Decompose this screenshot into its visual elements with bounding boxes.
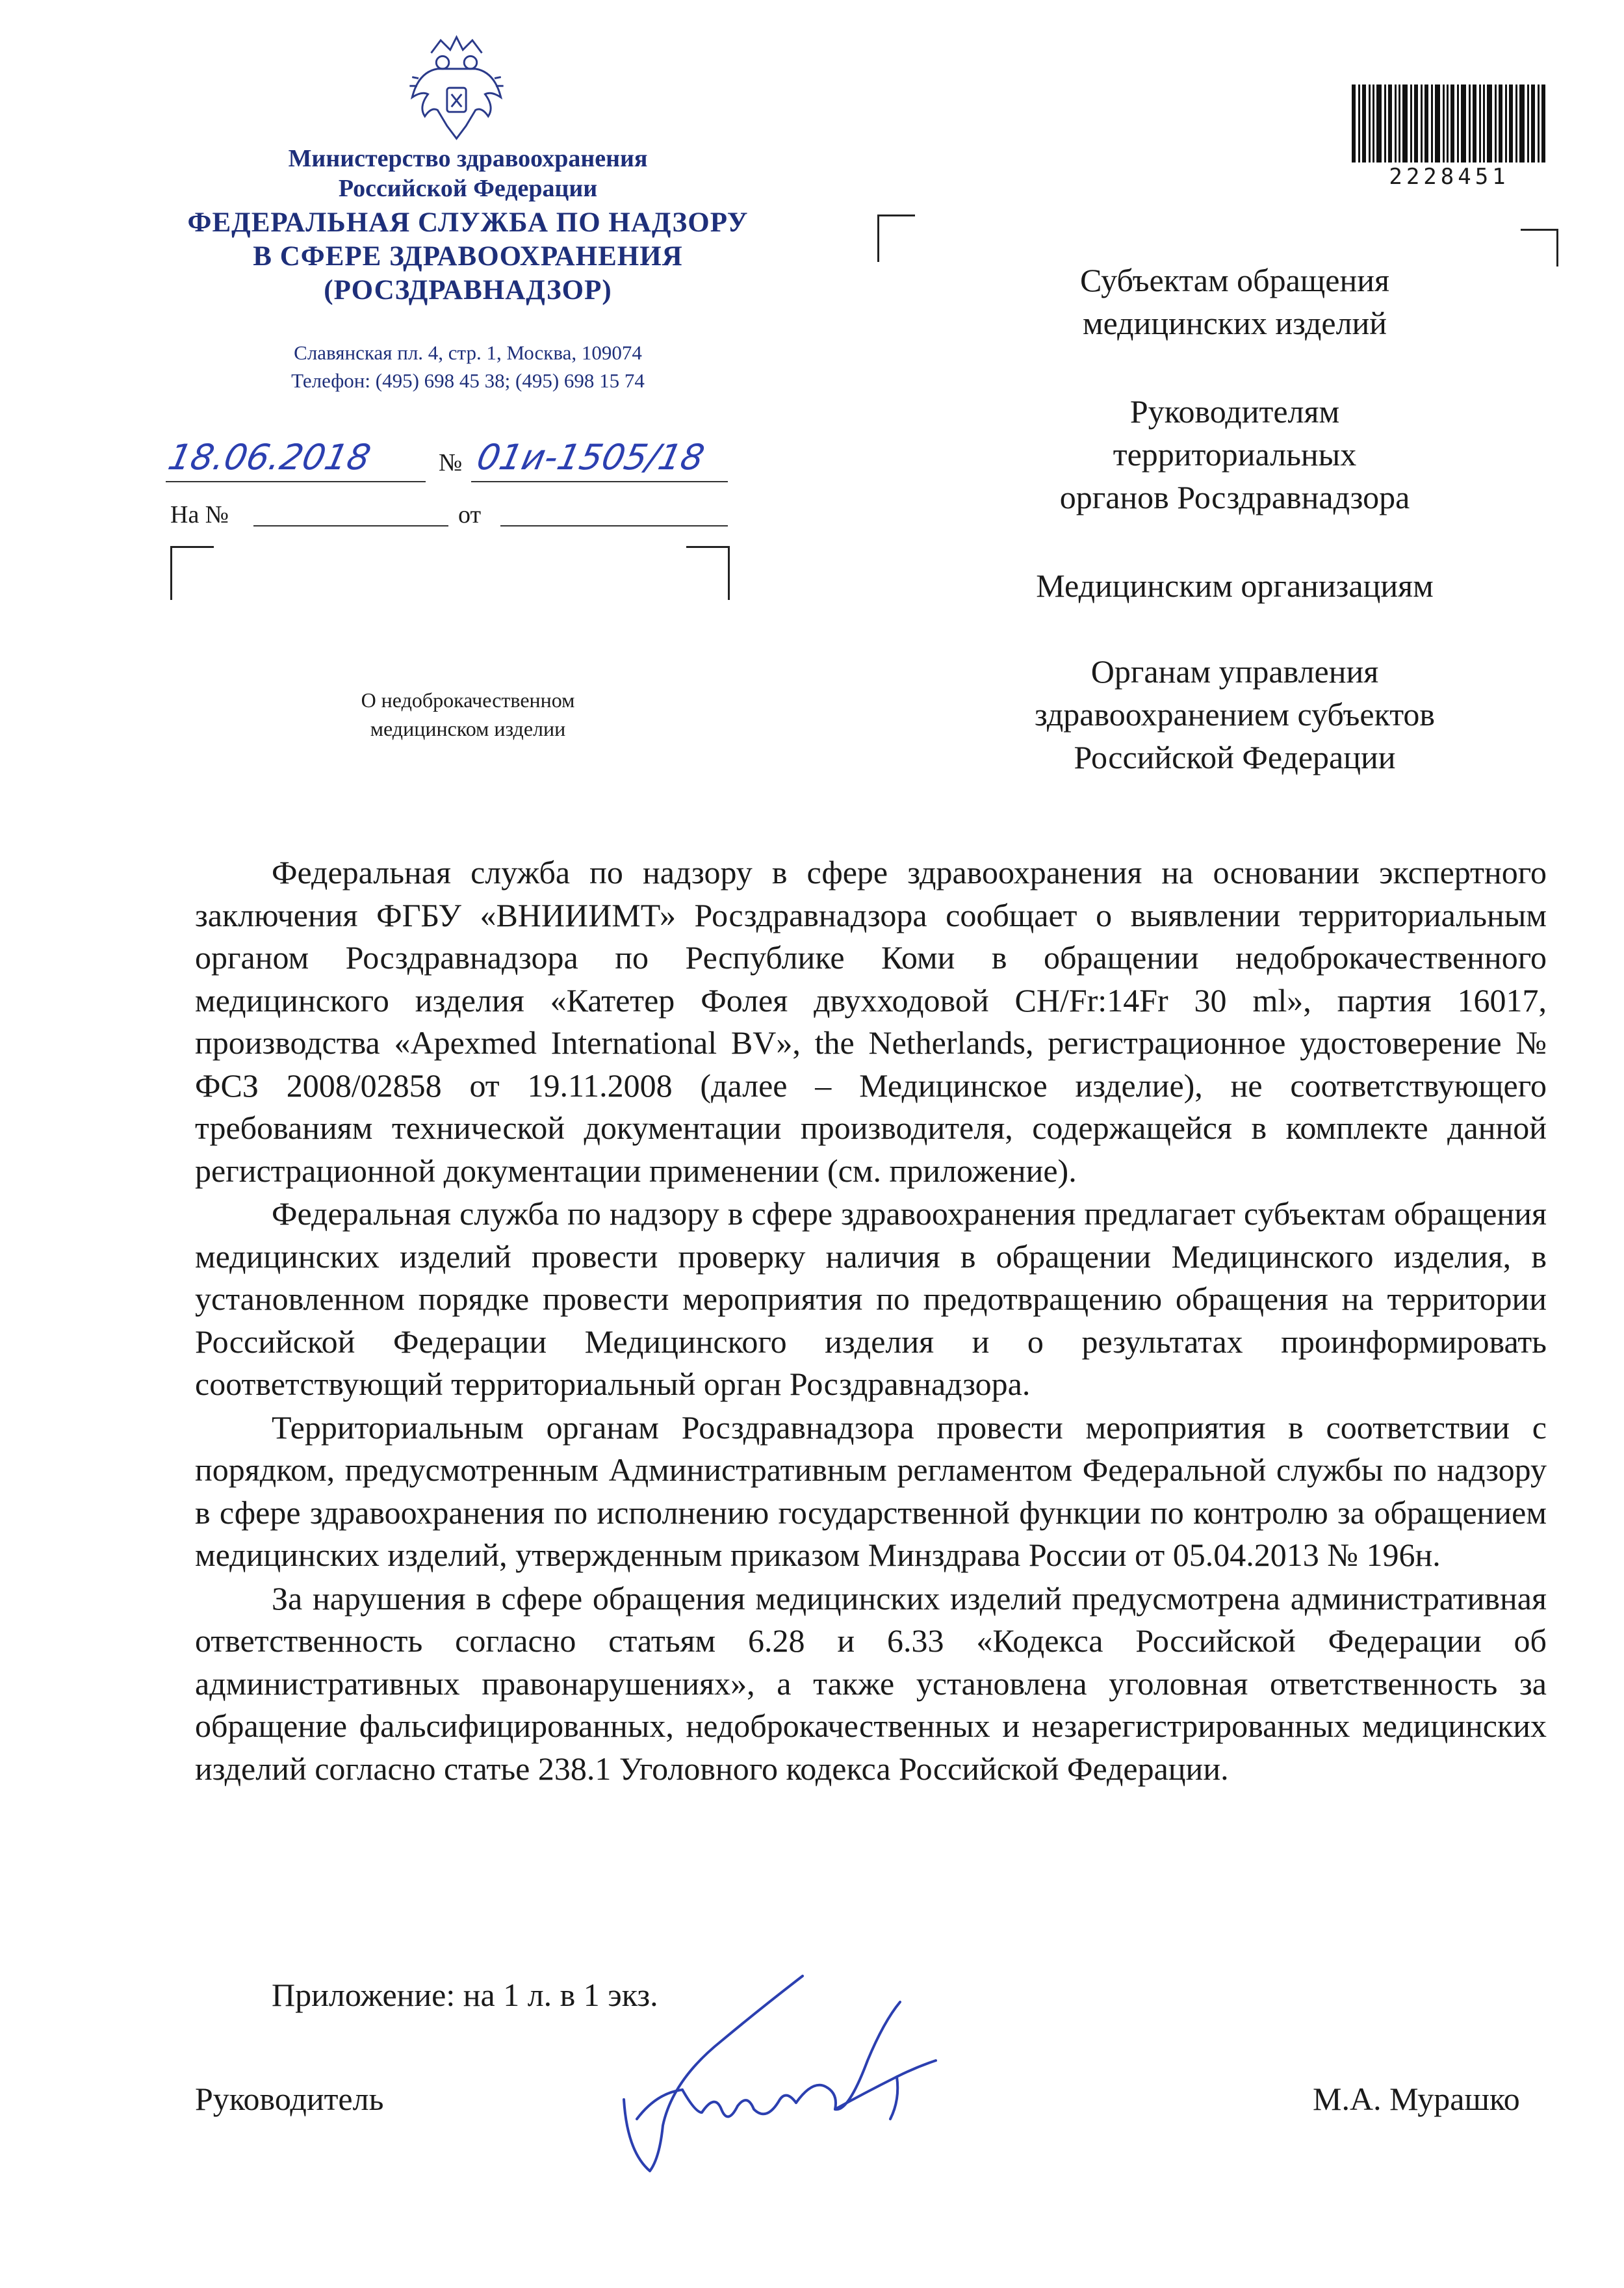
service-name-line3: (РОСЗДРАВНАДЗОР) [324, 275, 612, 306]
service-name-line2: В СФЕРЕ ЗДРАВООХРАНЕНИЯ [253, 241, 683, 272]
attachment-note: Приложение: на 1 л. в 1 экз. [272, 1977, 658, 2013]
addressee-block-2 [936, 390, 1534, 519]
service-name-line1: ФЕДЕРАЛЬНАЯ СЛУЖБА ПО НАДЗОРУ [187, 207, 749, 238]
body-paragraph-3: Территориальным органам Росздравнадзора провести мероприятия в соответствии с порядком, предусмотренным Административным регламентом Федеральной службы по надзору в сфере здравоохранения по исполнению государственной функции по контролю за обращением медицинских изделий, утвержденным приказом Минздрава России от 05.04.2013 № 196н. [195, 1409, 1547, 1573]
registration-number: 01и-1505/18 [473, 437, 708, 478]
coat-of-arms-icon [393, 26, 520, 156]
addressee-line: Российской Федерации [1074, 739, 1396, 775]
addressee-line: Субъектам обращения [1080, 262, 1389, 298]
ministry-name-line2: Российской Федерации [338, 175, 598, 202]
reply-to-date-blank [500, 525, 728, 526]
date-underline [166, 481, 426, 482]
addressee-line: Руководителям [1129, 393, 1340, 430]
letter-body [195, 852, 1547, 1791]
letter-subject [305, 686, 630, 743]
addressee-line: территориальных [1113, 436, 1357, 473]
subject-line2: медицинском изделии [370, 717, 566, 740]
signer-position: Руководитель [195, 2081, 384, 2117]
addressee-line: медицинских изделий [1082, 305, 1387, 341]
letterhead-address: Славянская пл. 4, стр. 1, Москва, 109074 [294, 341, 642, 364]
number-underline [471, 481, 728, 482]
addressee-line: Органам управления [1090, 653, 1379, 690]
addressee-line: Медицинским организациям [1036, 567, 1434, 604]
subject-line1: О недоброкачественном [361, 688, 575, 712]
barcode-number: 2228451 [1389, 164, 1510, 190]
ministry-name-line1: Министерство здравоохранения [288, 145, 648, 172]
registration-date: 18.06.2018 [164, 437, 374, 478]
reply-to-number-label: На № [170, 501, 229, 528]
addressee-corner-left [877, 214, 915, 262]
addressee-block-3 [936, 564, 1534, 607]
reply-to-number-blank [253, 525, 448, 526]
addressee-line: органов Росздравнадзора [1059, 479, 1410, 515]
subject-corner-left [170, 546, 214, 600]
subject-corner-right [686, 546, 730, 600]
reply-to-date-label: от [458, 501, 482, 528]
body-paragraph-2: Федеральная служба по надзору в сфере здравоохранения предлагает субъектам обращения медицинских изделий провести проверку наличия в обращении Медицинского изделия, в установленном порядке провести мероприятия по предотвращению обращения на территории Российской Федерации Медицинского изделия и о результатах проинформировать соответствующий территориальный орган Росздравнадзора. [195, 1195, 1547, 1402]
letterhead-phone: Телефон: (495) 698 45 38; (495) 698 15 74 [291, 369, 645, 392]
number-sign: № [439, 449, 463, 476]
addressee-block-4 [936, 650, 1534, 779]
addressee-block-1 [936, 259, 1534, 344]
barcode-icon [1352, 84, 1547, 162]
addressee-line: здравоохранением субъектов [1034, 696, 1436, 733]
body-paragraph-4: За нарушения в сфере обращения медицинских изделий предусмотрена административная ответственность согласно статьям 6.28 и 6.33 «Кодекса Российской Федерации об административных правонарушениях», а также установлена уголовная ответственность за обращение фальсифицированных, недоброкачественных и незарегистрированных медицинских изделий согласно статье 238.1 Уголовного кодекса Российской Федерации. [195, 1580, 1547, 1787]
handwritten-signature [611, 1963, 1027, 2197]
body-paragraph-1: Федеральная служба по надзору в сфере здравоохранения на основании экспертного заключения ФГБУ «ВНИИИМТ» Росздравнадзора сообщает о выявлении территориальным органом Росздравнадзора по Республике Коми в обращении недоброкачественного медицинского изделия «Катетер Фолея двухходовой CH/Fr:14Fr 30 ml», партия 16017, производства «Apexmed International BV», the Netherlands, регистрационное удостоверение № ФСЗ 2008/02858 от 19.11.2008 (далее – Медицинское изделие), не соответствующего требованиям технической документации производителя, содержащейся в комплекте данной регистрационной документации применении (см. приложение). [195, 854, 1547, 1189]
signer-name: М.А. Мурашко [1313, 2081, 1520, 2117]
